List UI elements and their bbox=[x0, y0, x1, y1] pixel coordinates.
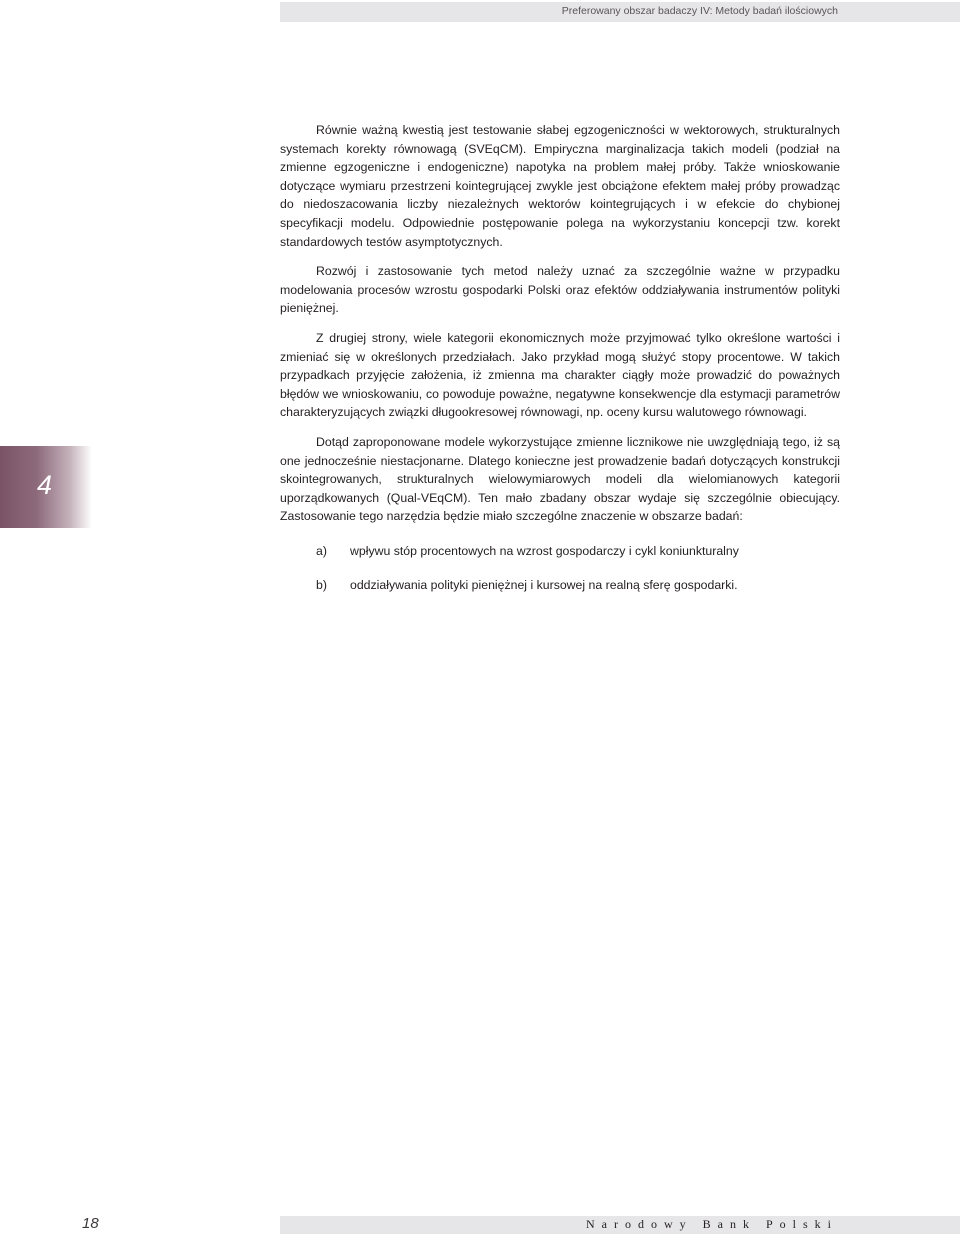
paragraph: Rozwój i zastosowanie tych metod należy uznać za szczególnie ważne w przypadku modelowania procesów wzrostu gospodarki Polski oraz efektów oddziaływania instrumentów polityki pieniężnej. bbox=[280, 264, 840, 316]
list-marker: a) bbox=[316, 543, 327, 558]
list-item bbox=[280, 542, 840, 561]
paragraph: Dotąd zaproponowane modele wykorzystujące zmienne licznikowe nie uwzględniają tego, iż są one jednocześnie niestacjonarne. Dlatego konieczne jest prowadzenie badań dotyczących konstrukcji skointegrowanych, strukturalnych wielowymiarowych modeli dla wielomianowych kategorii uporządkowanych (Qual-VEqCM). Ten mało zbadany obszar wydaje się szczególnie obiecujący. Zastosowanie tego narzędzia będzie miało szczególne znaczenie w obszarze badań: bbox=[280, 434, 840, 524]
running-header-title: Preferowany obszar badaczy IV: Metody badań ilościowych bbox=[561, 5, 838, 17]
chapter-number: 4 bbox=[37, 470, 53, 500]
chapter-tab bbox=[0, 446, 92, 528]
list-marker: b) bbox=[316, 578, 327, 593]
body-text bbox=[280, 121, 840, 595]
list-item-text: oddziaływania polityki pieniężnej i kursowej na realną sferę gospodarki. bbox=[350, 578, 738, 593]
list-item-text: wpływu stóp procentowych na wzrost gospodarczy i cykl koniunkturalny bbox=[350, 543, 739, 558]
page-number: 18 bbox=[82, 1215, 99, 1232]
paragraph: Równie ważną kwestią jest testowanie słabej egzogeniczności w wektorowych, strukturalnych systemach korekty równowagą (SVEqCM). Empiryczna marginalizacja takich modeli (podział na zmienne egzogeniczne i endogeniczne) napotyka na problem małej próby. Także wnioskowanie dotyczące wymiaru przestrzeni kointegrującej zwykle jest obciążone efektem małej próby prowadząc do niedoszacowania liczby niezależnych wektorów kointegrujących i w efekcie do chybionej specyfikacji modelu. Odpowiednie postępowanie polega na wykorzystaniu koncepcji tzw. korekt standardowych testów asymptotycznych. bbox=[280, 123, 840, 249]
list-item bbox=[280, 576, 840, 595]
footer-publisher: Narodowy Bank Polski bbox=[586, 1217, 838, 1231]
research-area-list bbox=[280, 542, 840, 595]
paragraph: Z drugiej strony, wiele kategorii ekonomicznych może przyjmować tylko określone wartości i zmieniać się w określonych przedziałach. Jako przykład mogą służyć stopy procentowe. W takich przypadkach przyjęcie założenia, iż zmienna ma charakter ciągły może prowadzić do poważnych błędów we wnioskowaniu, co powoduje poważne, negatywne konsekwencje dla estymacji parametrów charakteryzujących związki długookresowej równowagi, np. oceny kursu walutowego równowagi. bbox=[280, 330, 840, 420]
